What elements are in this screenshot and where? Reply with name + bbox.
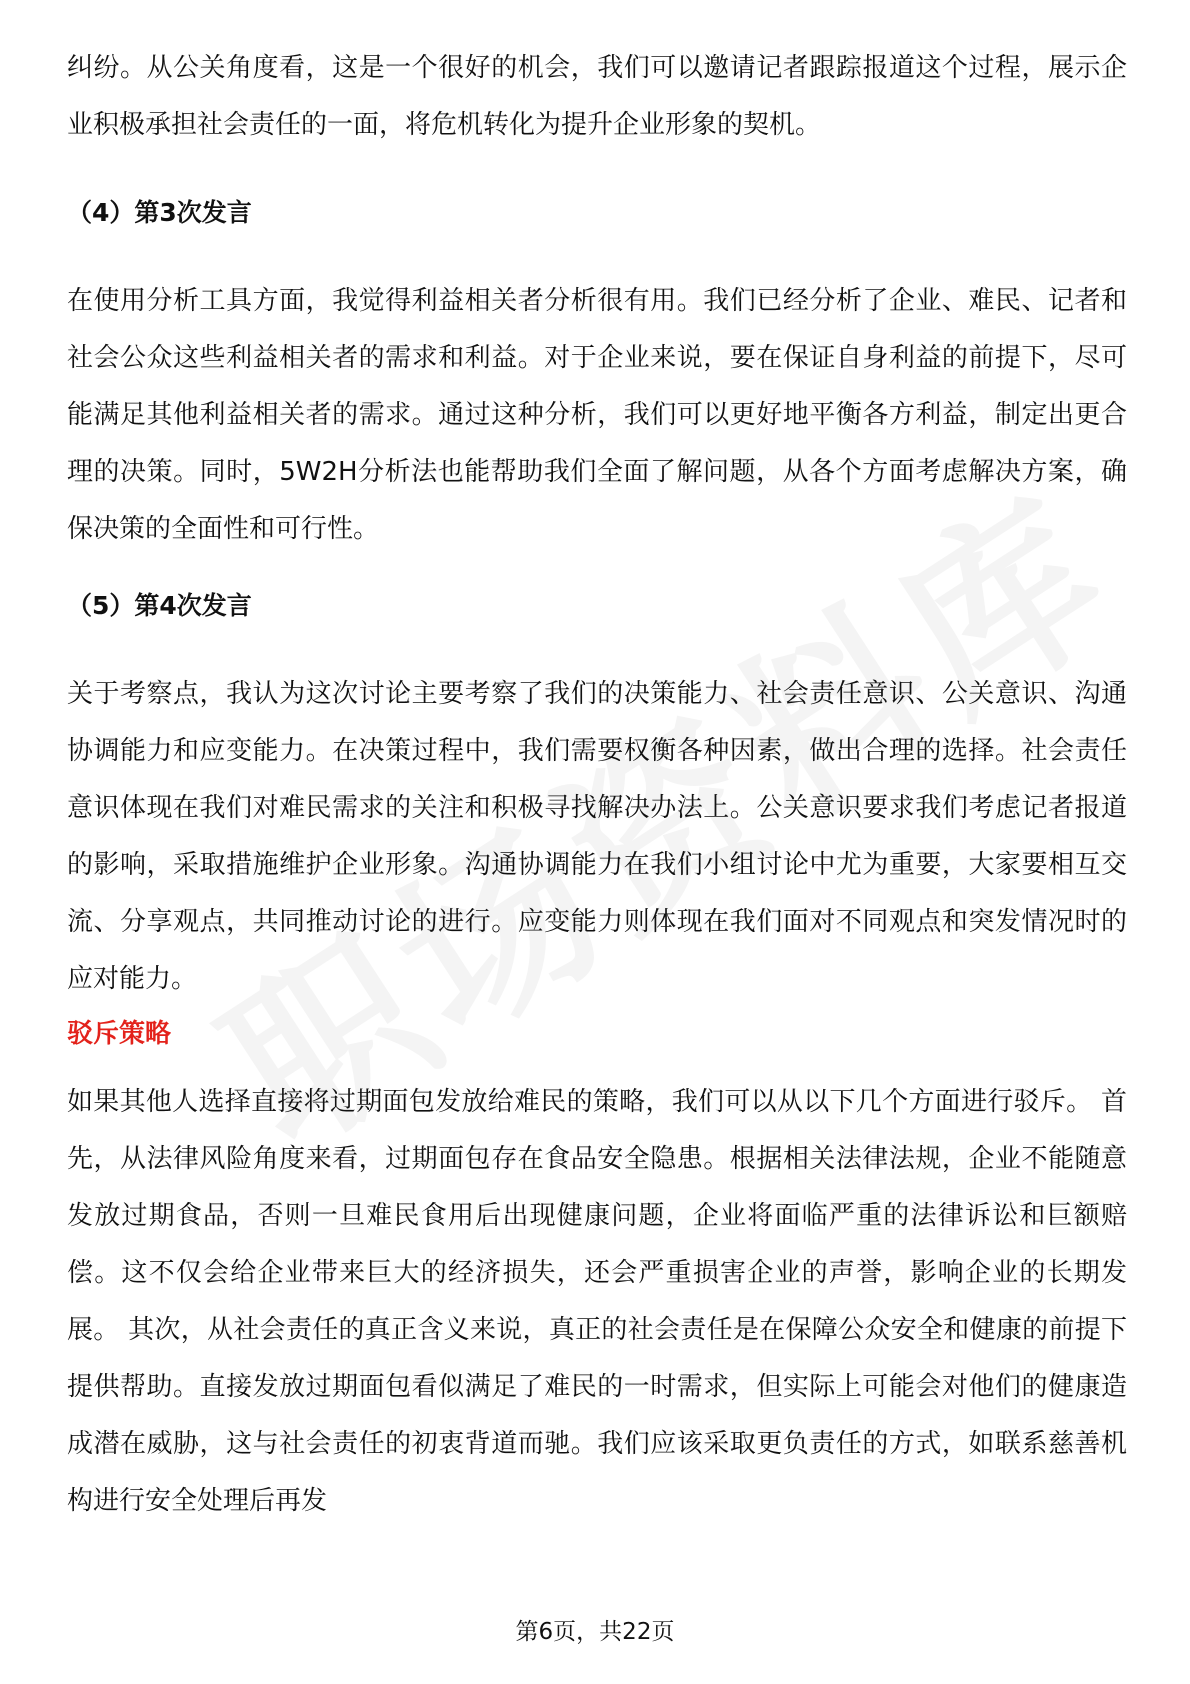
page-number-footer: 第6页，共22页 <box>515 1619 675 1645</box>
paragraph-continued: 纠纷。从公关角度看，这是一个很好的机会，我们可以邀请记者跟踪报道这个过程，展示企业积极承担社会责任的一面，将危机转化为提升企业形象的契机。 <box>67 53 1127 140</box>
paragraph-rebuttal: 如果其他人选择直接将过期面包发放给难民的策略，我们可以从以下几个方面进行驳斥。 首先，从法律风险角度来看，过期面包存在食品安全隐患。根据相关法律法规，企业不能随意发放过期食品，否则一旦难民食用后出现健康问题，企业将面临严重的法律诉讼和巨额赔偿。这不仅会给企业带来巨大的经济损失，还会严重损害企业的声誉，影响企业的长期发展。 其次，从社会责任的真正含义来说，真正的社会责任是在保障公众安全和健康的前提下提供帮助。直接发放过期面包看似满足了难民的一时需求，但实际上可能会对他们的健康造成潜在威胁，这与社会责任的初衷背道而驰。我们应该采取更负责任的方式，如联系慈善机构进行安全处理后再发 <box>67 1087 1127 1516</box>
rebuttal-heading: 驳斥策略 <box>67 1019 172 1049</box>
paragraph-speech-4: 关于考察点，我认为这次讨论主要考察了我们的决策能力、社会责任意识、公关意识、沟通协调能力和应变能力。在决策过程中，我们需要权衡各种因素，做出合理的选择。社会责任意识体现在我们对难民需求的关注和积极寻找解决办法上。公关意识要求我们考虑记者报道的影响，采取措施维护企业形象。沟通协调能力在我们小组讨论中尤为重要，大家要相互交流、分享观点，共同推动讨论的进行。应变能力则体现在我们面对不同观点和突发情况时的应对能力。 <box>67 679 1127 994</box>
paragraph-speech-3: 在使用分析工具方面，我觉得利益相关者分析很有用。我们已经分析了企业、难民、记者和社会公众这些利益相关者的需求和利益。对于企业来说，要在保证自身利益的前提下，尽可能满足其他利益相关者的需求。通过这种分析，我们可以更好地平衡各方利益，制定出更合理的决策。同时，5W2H分析法也能帮助我们全面了解问题，从各个方面考虑解决方案，确保决策的全面性和可行性。 <box>67 286 1127 544</box>
section-heading-4: （4）第3次发言 <box>67 198 252 227</box>
section-heading-5: （5）第4次发言 <box>67 591 252 620</box>
